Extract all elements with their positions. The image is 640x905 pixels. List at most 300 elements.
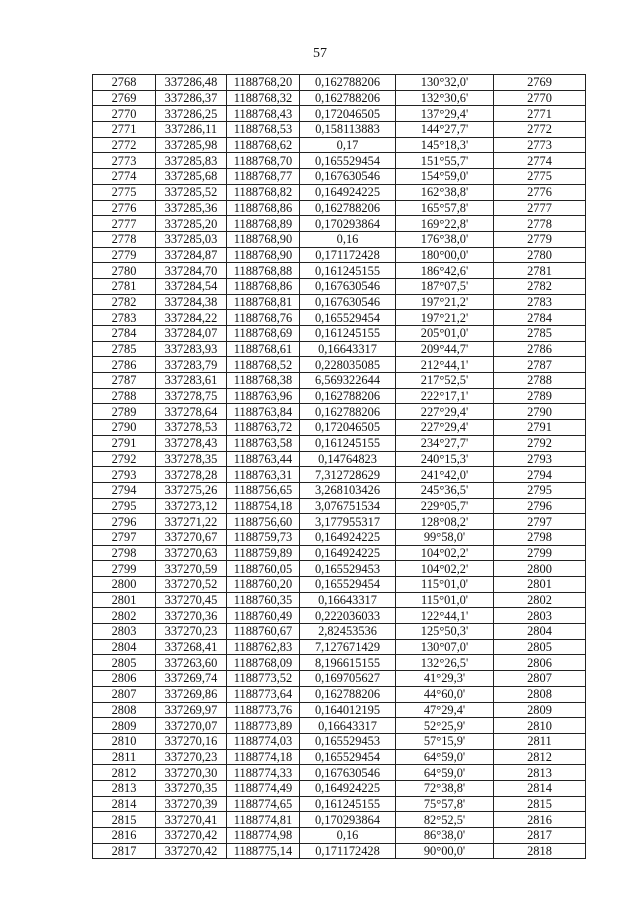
bearing-cell: 217°52,5' <box>396 373 494 389</box>
bearing-cell: 90°00,0' <box>396 843 494 859</box>
x-coordinate-cell: 337278,43 <box>156 435 227 451</box>
point-number-cell: 2797 <box>93 529 156 545</box>
point-number-cell: 2791 <box>93 435 156 451</box>
point-number-cell: 2773 <box>93 153 156 169</box>
next-point-cell: 2807 <box>494 671 586 687</box>
point-number-cell: 2817 <box>93 843 156 859</box>
x-coordinate-cell: 337269,74 <box>156 671 227 687</box>
y-coordinate-cell: 1188760,35 <box>227 592 300 608</box>
distance-cell: 3,076751534 <box>300 498 396 514</box>
distance-cell: 0,162788206 <box>300 404 396 420</box>
distance-cell: 3,268103426 <box>300 482 396 498</box>
next-point-cell: 2797 <box>494 514 586 530</box>
y-coordinate-cell: 1188768,09 <box>227 655 300 671</box>
next-point-cell: 2794 <box>494 467 586 483</box>
bearing-cell: 44°60,0' <box>396 686 494 702</box>
y-coordinate-cell: 1188768,62 <box>227 137 300 153</box>
distance-cell: 0,161245155 <box>300 435 396 451</box>
point-number-cell: 2784 <box>93 326 156 342</box>
bearing-cell: 115°01,0' <box>396 577 494 593</box>
bearing-cell: 122°44,1' <box>396 608 494 624</box>
y-coordinate-cell: 1188768,86 <box>227 200 300 216</box>
distance-cell: 0,162788206 <box>300 686 396 702</box>
distance-cell: 6,569322644 <box>300 373 396 389</box>
point-number-cell: 2813 <box>93 780 156 796</box>
next-point-cell: 2786 <box>494 341 586 357</box>
table-row <box>93 733 586 749</box>
y-coordinate-cell: 1188759,89 <box>227 545 300 561</box>
table-row <box>93 514 586 530</box>
distance-cell: 0,16 <box>300 828 396 844</box>
x-coordinate-cell: 337283,93 <box>156 341 227 357</box>
x-coordinate-cell: 337283,61 <box>156 373 227 389</box>
point-number-cell: 2783 <box>93 310 156 326</box>
point-number-cell: 2776 <box>93 200 156 216</box>
bearing-cell: 197°21,2' <box>396 310 494 326</box>
x-coordinate-cell: 337270,23 <box>156 749 227 765</box>
y-coordinate-cell: 1188763,96 <box>227 388 300 404</box>
next-point-cell: 2769 <box>494 75 586 91</box>
x-coordinate-cell: 337269,86 <box>156 686 227 702</box>
x-coordinate-cell: 337284,70 <box>156 263 227 279</box>
x-coordinate-cell: 337270,36 <box>156 608 227 624</box>
table-row <box>93 388 586 404</box>
x-coordinate-cell: 337278,53 <box>156 420 227 436</box>
table-row <box>93 169 586 185</box>
x-coordinate-cell: 337270,16 <box>156 733 227 749</box>
next-point-cell: 2775 <box>494 169 586 185</box>
distance-cell: 0,165529454 <box>300 310 396 326</box>
table-row <box>93 216 586 232</box>
table-row <box>93 75 586 91</box>
table-row <box>93 718 586 734</box>
point-number-cell: 2771 <box>93 122 156 138</box>
table-row <box>93 404 586 420</box>
next-point-cell: 2806 <box>494 655 586 671</box>
x-coordinate-cell: 337270,59 <box>156 561 227 577</box>
point-number-cell: 2804 <box>93 639 156 655</box>
x-coordinate-cell: 337271,22 <box>156 514 227 530</box>
distance-cell: 0,14764823 <box>300 451 396 467</box>
bearing-cell: 86°38,0' <box>396 828 494 844</box>
y-coordinate-cell: 1188768,61 <box>227 341 300 357</box>
y-coordinate-cell: 1188760,20 <box>227 577 300 593</box>
distance-cell: 0,172046505 <box>300 106 396 122</box>
x-coordinate-cell: 337278,35 <box>156 451 227 467</box>
distance-cell: 0,164924225 <box>300 529 396 545</box>
x-coordinate-cell: 337268,41 <box>156 639 227 655</box>
distance-cell: 0,171172428 <box>300 843 396 859</box>
bearing-cell: 209°44,7' <box>396 341 494 357</box>
bearing-cell: 240°15,3' <box>396 451 494 467</box>
next-point-cell: 2788 <box>494 373 586 389</box>
y-coordinate-cell: 1188763,44 <box>227 451 300 467</box>
bearing-cell: 72°38,8' <box>396 780 494 796</box>
x-coordinate-cell: 337285,98 <box>156 137 227 153</box>
table-row <box>93 482 586 498</box>
bearing-cell: 222°17,1' <box>396 388 494 404</box>
distance-cell: 0,172046505 <box>300 420 396 436</box>
bearing-cell: 132°26,5' <box>396 655 494 671</box>
distance-cell: 0,171172428 <box>300 247 396 263</box>
bearing-cell: 205°01,0' <box>396 326 494 342</box>
table-row <box>93 498 586 514</box>
point-number-cell: 2799 <box>93 561 156 577</box>
y-coordinate-cell: 1188768,69 <box>227 326 300 342</box>
x-coordinate-cell: 337270,63 <box>156 545 227 561</box>
table-row <box>93 749 586 765</box>
y-coordinate-cell: 1188774,81 <box>227 812 300 828</box>
distance-cell: 0,165529453 <box>300 561 396 577</box>
y-coordinate-cell: 1188754,18 <box>227 498 300 514</box>
x-coordinate-cell: 337270,30 <box>156 765 227 781</box>
point-number-cell: 2793 <box>93 467 156 483</box>
x-coordinate-cell: 337278,75 <box>156 388 227 404</box>
next-point-cell: 2809 <box>494 702 586 718</box>
point-number-cell: 2790 <box>93 420 156 436</box>
next-point-cell: 2774 <box>494 153 586 169</box>
table-row <box>93 828 586 844</box>
x-coordinate-cell: 337285,83 <box>156 153 227 169</box>
y-coordinate-cell: 1188762,83 <box>227 639 300 655</box>
y-coordinate-cell: 1188774,03 <box>227 733 300 749</box>
next-point-cell: 2793 <box>494 451 586 467</box>
next-point-cell: 2779 <box>494 231 586 247</box>
distance-cell: 0,162788206 <box>300 388 396 404</box>
distance-cell: 0,167630546 <box>300 169 396 185</box>
distance-cell: 0,164012195 <box>300 702 396 718</box>
x-coordinate-cell: 337269,97 <box>156 702 227 718</box>
y-coordinate-cell: 1188756,60 <box>227 514 300 530</box>
distance-cell: 0,161245155 <box>300 263 396 279</box>
next-point-cell: 2808 <box>494 686 586 702</box>
distance-cell: 0,169705627 <box>300 671 396 687</box>
x-coordinate-cell: 337284,22 <box>156 310 227 326</box>
next-point-cell: 2796 <box>494 498 586 514</box>
point-number-cell: 2782 <box>93 294 156 310</box>
table-row <box>93 671 586 687</box>
next-point-cell: 2818 <box>494 843 586 859</box>
bearing-cell: 151°55,7' <box>396 153 494 169</box>
y-coordinate-cell: 1188768,82 <box>227 184 300 200</box>
distance-cell: 0,170293864 <box>300 216 396 232</box>
next-point-cell: 2792 <box>494 435 586 451</box>
bearing-cell: 64°59,0' <box>396 765 494 781</box>
point-number-cell: 2768 <box>93 75 156 91</box>
x-coordinate-cell: 337273,12 <box>156 498 227 514</box>
bearing-cell: 227°29,4' <box>396 420 494 436</box>
x-coordinate-cell: 337275,26 <box>156 482 227 498</box>
bearing-cell: 137°29,4' <box>396 106 494 122</box>
table-row <box>93 184 586 200</box>
y-coordinate-cell: 1188768,77 <box>227 169 300 185</box>
point-number-cell: 2802 <box>93 608 156 624</box>
table-row <box>93 263 586 279</box>
table-row <box>93 765 586 781</box>
next-point-cell: 2795 <box>494 482 586 498</box>
distance-cell: 0,164924225 <box>300 780 396 796</box>
bearing-cell: 41°29,3' <box>396 671 494 687</box>
distance-cell: 0,167630546 <box>300 765 396 781</box>
bearing-cell: 176°38,0' <box>396 231 494 247</box>
x-coordinate-cell: 337278,28 <box>156 467 227 483</box>
next-point-cell: 2772 <box>494 122 586 138</box>
distance-cell: 0,162788206 <box>300 90 396 106</box>
y-coordinate-cell: 1188768,89 <box>227 216 300 232</box>
next-point-cell: 2804 <box>494 624 586 640</box>
y-coordinate-cell: 1188774,18 <box>227 749 300 765</box>
distance-cell: 0,170293864 <box>300 812 396 828</box>
table-row <box>93 326 586 342</box>
x-coordinate-cell: 337263,60 <box>156 655 227 671</box>
point-number-cell: 2815 <box>93 812 156 828</box>
table-row <box>93 341 586 357</box>
point-number-cell: 2789 <box>93 404 156 420</box>
point-number-cell: 2774 <box>93 169 156 185</box>
y-coordinate-cell: 1188768,81 <box>227 294 300 310</box>
bearing-cell: 128°08,2' <box>396 514 494 530</box>
point-number-cell: 2801 <box>93 592 156 608</box>
bearing-cell: 144°27,7' <box>396 122 494 138</box>
y-coordinate-cell: 1188774,98 <box>227 828 300 844</box>
y-coordinate-cell: 1188763,72 <box>227 420 300 436</box>
point-number-cell: 2816 <box>93 828 156 844</box>
next-point-cell: 2785 <box>494 326 586 342</box>
bearing-cell: 229°05,7' <box>396 498 494 514</box>
point-number-cell: 2808 <box>93 702 156 718</box>
table-row <box>93 702 586 718</box>
x-coordinate-cell: 337284,54 <box>156 278 227 294</box>
bearing-cell: 47°29,4' <box>396 702 494 718</box>
bearing-cell: 145°18,3' <box>396 137 494 153</box>
y-coordinate-cell: 1188768,32 <box>227 90 300 106</box>
table-row <box>93 812 586 828</box>
table-row <box>93 843 586 859</box>
table-row <box>93 655 586 671</box>
y-coordinate-cell: 1188759,73 <box>227 529 300 545</box>
distance-cell: 0,17 <box>300 137 396 153</box>
next-point-cell: 2770 <box>494 90 586 106</box>
bearing-cell: 197°21,2' <box>396 294 494 310</box>
point-number-cell: 2775 <box>93 184 156 200</box>
point-number-cell: 2777 <box>93 216 156 232</box>
x-coordinate-cell: 337270,41 <box>156 812 227 828</box>
distance-cell: 0,165529454 <box>300 577 396 593</box>
coordinates-table-body <box>93 75 586 859</box>
y-coordinate-cell: 1188768,76 <box>227 310 300 326</box>
distance-cell: 3,177955317 <box>300 514 396 530</box>
next-point-cell: 2812 <box>494 749 586 765</box>
bearing-cell: 186°42,6' <box>396 263 494 279</box>
table-row <box>93 90 586 106</box>
y-coordinate-cell: 1188773,64 <box>227 686 300 702</box>
point-number-cell: 2798 <box>93 545 156 561</box>
y-coordinate-cell: 1188768,20 <box>227 75 300 91</box>
distance-cell: 0,165529454 <box>300 749 396 765</box>
next-point-cell: 2791 <box>494 420 586 436</box>
x-coordinate-cell: 337283,79 <box>156 357 227 373</box>
point-number-cell: 2792 <box>93 451 156 467</box>
distance-cell: 0,16643317 <box>300 341 396 357</box>
x-coordinate-cell: 337284,07 <box>156 326 227 342</box>
next-point-cell: 2771 <box>494 106 586 122</box>
bearing-cell: 104°02,2' <box>396 561 494 577</box>
distance-cell: 7,312728629 <box>300 467 396 483</box>
y-coordinate-cell: 1188774,49 <box>227 780 300 796</box>
bearing-cell: 234°27,7' <box>396 435 494 451</box>
bearing-cell: 104°02,2' <box>396 545 494 561</box>
distance-cell: 0,162788206 <box>300 200 396 216</box>
next-point-cell: 2780 <box>494 247 586 263</box>
y-coordinate-cell: 1188760,05 <box>227 561 300 577</box>
table-row <box>93 624 586 640</box>
distance-cell: 0,167630546 <box>300 278 396 294</box>
bearing-cell: 162°38,8' <box>396 184 494 200</box>
next-point-cell: 2802 <box>494 592 586 608</box>
x-coordinate-cell: 337286,37 <box>156 90 227 106</box>
point-number-cell: 2796 <box>93 514 156 530</box>
y-coordinate-cell: 1188768,52 <box>227 357 300 373</box>
x-coordinate-cell: 337270,39 <box>156 796 227 812</box>
y-coordinate-cell: 1188775,14 <box>227 843 300 859</box>
point-number-cell: 2788 <box>93 388 156 404</box>
coordinates-table <box>92 74 586 859</box>
x-coordinate-cell: 337286,25 <box>156 106 227 122</box>
point-number-cell: 2778 <box>93 231 156 247</box>
bearing-cell: 64°59,0' <box>396 749 494 765</box>
distance-cell: 0,164924225 <box>300 184 396 200</box>
table-row <box>93 200 586 216</box>
next-point-cell: 2778 <box>494 216 586 232</box>
y-coordinate-cell: 1188773,89 <box>227 718 300 734</box>
bearing-cell: 187°07,5' <box>396 278 494 294</box>
next-point-cell: 2798 <box>494 529 586 545</box>
table-row <box>93 577 586 593</box>
bearing-cell: 99°58,0' <box>396 529 494 545</box>
point-number-cell: 2769 <box>93 90 156 106</box>
bearing-cell: 57°15,9' <box>396 733 494 749</box>
next-point-cell: 2815 <box>494 796 586 812</box>
next-point-cell: 2777 <box>494 200 586 216</box>
distance-cell: 0,16643317 <box>300 592 396 608</box>
point-number-cell: 2779 <box>93 247 156 263</box>
next-point-cell: 2773 <box>494 137 586 153</box>
point-number-cell: 2803 <box>93 624 156 640</box>
bearing-cell: 132°30,6' <box>396 90 494 106</box>
y-coordinate-cell: 1188774,65 <box>227 796 300 812</box>
table-row <box>93 780 586 796</box>
y-coordinate-cell: 1188768,88 <box>227 263 300 279</box>
x-coordinate-cell: 337270,67 <box>156 529 227 545</box>
distance-cell: 0,161245155 <box>300 796 396 812</box>
bearing-cell: 212°44,1' <box>396 357 494 373</box>
table-row <box>93 435 586 451</box>
table-row <box>93 592 586 608</box>
x-coordinate-cell: 337286,11 <box>156 122 227 138</box>
table-row <box>93 122 586 138</box>
y-coordinate-cell: 1188760,67 <box>227 624 300 640</box>
y-coordinate-cell: 1188763,58 <box>227 435 300 451</box>
table-row <box>93 310 586 326</box>
table-row <box>93 467 586 483</box>
bearing-cell: 180°00,0' <box>396 247 494 263</box>
next-point-cell: 2776 <box>494 184 586 200</box>
bearing-cell: 52°25,9' <box>396 718 494 734</box>
bearing-cell: 115°01,0' <box>396 592 494 608</box>
distance-cell: 0,164924225 <box>300 545 396 561</box>
x-coordinate-cell: 337285,68 <box>156 169 227 185</box>
table-row <box>93 357 586 373</box>
bearing-cell: 130°32,0' <box>396 75 494 91</box>
next-point-cell: 2805 <box>494 639 586 655</box>
next-point-cell: 2814 <box>494 780 586 796</box>
x-coordinate-cell: 337270,45 <box>156 592 227 608</box>
point-number-cell: 2781 <box>93 278 156 294</box>
next-point-cell: 2816 <box>494 812 586 828</box>
next-point-cell: 2790 <box>494 404 586 420</box>
next-point-cell: 2817 <box>494 828 586 844</box>
bearing-cell: 125°50,3' <box>396 624 494 640</box>
distance-cell: 0,162788206 <box>300 75 396 91</box>
y-coordinate-cell: 1188773,76 <box>227 702 300 718</box>
next-point-cell: 2803 <box>494 608 586 624</box>
bearing-cell: 241°42,0' <box>396 467 494 483</box>
table-row <box>93 451 586 467</box>
bearing-cell: 75°57,8' <box>396 796 494 812</box>
point-number-cell: 2814 <box>93 796 156 812</box>
distance-cell: 0,167630546 <box>300 294 396 310</box>
bearing-cell: 169°22,8' <box>396 216 494 232</box>
table-row <box>93 608 586 624</box>
x-coordinate-cell: 337270,42 <box>156 843 227 859</box>
point-number-cell: 2780 <box>93 263 156 279</box>
point-number-cell: 2786 <box>93 357 156 373</box>
x-coordinate-cell: 337270,52 <box>156 577 227 593</box>
table-row <box>93 294 586 310</box>
next-point-cell: 2787 <box>494 357 586 373</box>
y-coordinate-cell: 1188768,86 <box>227 278 300 294</box>
next-point-cell: 2811 <box>494 733 586 749</box>
table-row <box>93 153 586 169</box>
bearing-cell: 227°29,4' <box>396 404 494 420</box>
point-number-cell: 2807 <box>93 686 156 702</box>
y-coordinate-cell: 1188756,65 <box>227 482 300 498</box>
y-coordinate-cell: 1188763,31 <box>227 467 300 483</box>
point-number-cell: 2794 <box>93 482 156 498</box>
distance-cell: 0,158113883 <box>300 122 396 138</box>
next-point-cell: 2789 <box>494 388 586 404</box>
distance-cell: 2,82453536 <box>300 624 396 640</box>
table-row <box>93 561 586 577</box>
table-row <box>93 278 586 294</box>
x-coordinate-cell: 337270,35 <box>156 780 227 796</box>
point-number-cell: 2772 <box>93 137 156 153</box>
bearing-cell: 245°36,5' <box>396 482 494 498</box>
table-row <box>93 137 586 153</box>
table-row <box>93 639 586 655</box>
y-coordinate-cell: 1188760,49 <box>227 608 300 624</box>
bearing-cell: 82°52,5' <box>396 812 494 828</box>
next-point-cell: 2813 <box>494 765 586 781</box>
x-coordinate-cell: 337286,48 <box>156 75 227 91</box>
x-coordinate-cell: 337285,20 <box>156 216 227 232</box>
distance-cell: 8,196615155 <box>300 655 396 671</box>
x-coordinate-cell: 337284,87 <box>156 247 227 263</box>
point-number-cell: 2795 <box>93 498 156 514</box>
x-coordinate-cell: 337278,64 <box>156 404 227 420</box>
distance-cell: 0,165529454 <box>300 153 396 169</box>
distance-cell: 7,127671429 <box>300 639 396 655</box>
